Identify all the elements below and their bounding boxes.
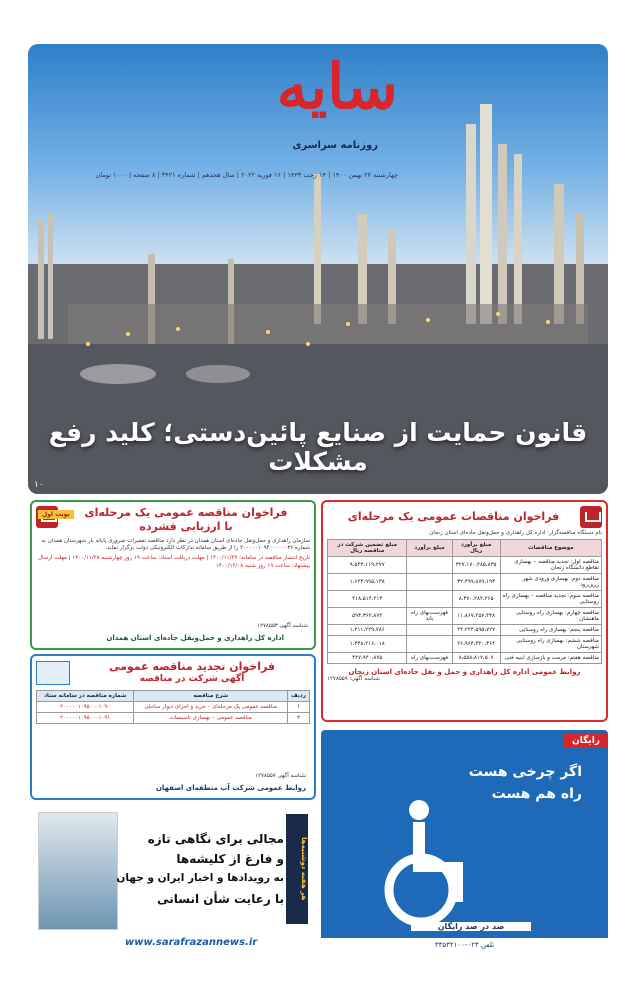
table-header: ردیف	[288, 690, 310, 701]
sarafrazan-line-4: با رعایت شأن انسانی	[157, 892, 284, 906]
sarafrazan-side-banner: هر هفته دوشنبه‌ها	[286, 814, 308, 924]
road-org-logo-icon	[580, 506, 602, 528]
table-cell: ۲۰۰۰۰۰۱۰۹۵۰۰۰۱۰۹۱	[37, 712, 134, 723]
table-cell: ۳۲۷،۱۷۰،۴۸۵،۸۳۵	[452, 557, 500, 574]
newspaper-tagline: روزنامه سراسری	[292, 140, 378, 151]
issue-dateline: چهارشنبه ۲۷ بهمن ۱۴۰۰ | ۱۴ رجب ۱۴۴۳ | ۱۶ فوریه ۲۰۲۲ | سال هجدهم | شماره ۳۴۲۱ | ۸ صفحه | ۱۰۰۰ تومان	[95, 171, 398, 179]
sarafrazan-line-1: مجالی برای نگاهی تازه	[147, 832, 284, 846]
table-cell: ۸،۳۷۰،۲۸۴،۲۶۵	[452, 591, 500, 608]
table-cell: مناقصه پنجم: بهسازی راه روستایی	[500, 625, 601, 636]
table-cell: ۴۲۷،۹۴۰،۸۷۵	[328, 653, 407, 664]
table-cell	[407, 591, 452, 608]
table-header: شرح مناقصه	[134, 690, 288, 701]
zanjan-ad-title: فراخوان مناقصات عمومی یک مرحله‌ای	[347, 509, 560, 523]
table-cell: مناقصه اول: تجدید مناقصه – بهسازی تقاطع دانشگاه زنجان	[500, 557, 601, 574]
table-row	[37, 712, 310, 723]
sarafrazan-website-link[interactable]: www.sarafrazannews.ir	[125, 937, 258, 948]
zanjan-tender-ad[interactable]	[321, 500, 608, 722]
hamedan-ad-body: سازمان راهداری و حمل‌ونقل جاده‌ای استان همدان در نظر دارد مناقصه تعمیرات ضروری پایانه بار شهرستان همدان به شماره ۲۰۰۰۰۰۱۰۹۴۰۰۰۰۰۰۳۶ را از طریق سامانه تدارکات الکترونیکی دولت برگزار نماید.	[41, 537, 310, 552]
table-row	[328, 636, 602, 653]
table-cell	[407, 557, 452, 574]
free-ad-phone: تلفن ۰۲۴-۳۳۵۳۲۱۰۰	[321, 938, 608, 954]
isfahan-tender-table	[36, 690, 310, 724]
table-row	[328, 591, 602, 608]
table-cell: مناقصه عمومی – بهسازی تاسیسات	[134, 712, 288, 723]
table-cell: ۵۹۳،۳۶۲،۸۷۲	[328, 608, 407, 625]
zanjan-tender-table	[327, 539, 602, 664]
hamedan-ad-title-2: با ارزیابی فشرده	[139, 520, 233, 534]
free-ad-promo[interactable]	[321, 730, 608, 952]
wheelchair-icon	[361, 790, 501, 930]
table-cell: ۱۱،۸۶۷،۲۵۷،۴۳۸	[452, 608, 500, 625]
table-cell: فهرست‌بهای راه باند	[407, 608, 452, 625]
isfahan-ad-footer: روابط عمومی شرکت آب منطقه‌ای اصفهان	[155, 784, 306, 792]
table-row	[328, 557, 602, 574]
table-cell: ۱،۲۱۱،۲۲۹،۷۸۶	[328, 625, 407, 636]
first-round-badge: نوبت اول	[38, 510, 74, 519]
hamedan-ad-dates: تاریخ انتشار مناقصه در سامانه: ۱۴۰۰/۱۱/۲۷ | مهلت دریافت اسناد: ساعت ۱۹ روز چهارشنبه ۱۴۰۰/۱۱/۲۸ | مهلت ارسال پیشنهاد: ساعت ۱۹ روز شنبه ۱۴۰۰/۱۲/۰۸	[38, 555, 310, 569]
main-headline[interactable]: قانون حمایت از صنایع پائین‌دستی؛ کلید رفع مشکلات	[48, 418, 588, 476]
table-cell	[407, 574, 452, 591]
table-header: مبلغ تضمین شرکت در مناقصه ریال	[328, 540, 407, 557]
sarafrazan-line-2: و فارغ از کلیشه‌ها	[176, 852, 284, 866]
table-row	[328, 625, 602, 636]
front-page-hero	[28, 44, 608, 494]
table-cell: ۲۴،۲۲۴،۵۹۵،۷۲۷	[452, 625, 500, 636]
sarafrazan-promo[interactable]	[30, 806, 308, 954]
sarafrazan-line-3: به رویدادها و اخبار ایران و جهان	[116, 872, 284, 884]
table-cell	[407, 636, 452, 653]
free-tag: رایگان	[564, 734, 608, 748]
newspaper-logo: سایه	[276, 50, 398, 123]
hamedan-ad-title-1: فراخوان مناقصه عمومی یک مرحله‌ای	[84, 506, 288, 519]
zanjan-ad-footer: روابط عمومی اداره کل راهداری و حمل و نقل جاده‌ای استان زنجان	[348, 668, 581, 677]
table-cell: ۲۰۰۰۰۰۱۰۹۵۰۰۰۱۰۹۰	[37, 701, 134, 712]
table-header: مبلغ برآورد ریال	[452, 540, 500, 557]
table-cell: مناقصه عمومی یک مرحله‌ای – خرید و اجرای دیوار ساحلی	[134, 701, 288, 712]
table-cell: مناقصه ششم: بهسازی راه روستایی شهرستان	[500, 636, 601, 653]
table-row	[328, 653, 602, 664]
table-header: مبلغ برآورد	[407, 540, 452, 557]
table-cell: مناقصه چهارم: بهسازی راه روستایی ماهنشان	[500, 608, 601, 625]
table-cell: ۳۲،۴۹۹،۸۷۹،۱۹۳	[452, 574, 500, 591]
table-cell	[407, 625, 452, 636]
page-number: ۱۰	[34, 480, 44, 490]
table-cell: ۱	[288, 701, 310, 712]
table-cell: ۲۶،۹۶۴،۳۲۰،۳۶۴	[452, 636, 500, 653]
table-header: شماره مناقصه در سامانه ستاد	[37, 690, 134, 701]
zanjan-ad-intro: نام دستگاه مناقصه‌گزار: اداره کل راهداری و حمل‌ونقل جاده‌ای استان زنجان	[429, 530, 602, 536]
table-cell: ۹،۵۴۳،۱۱۹،۲۷۷	[328, 557, 407, 574]
magazine-cover-image	[38, 812, 118, 930]
table-row	[37, 701, 310, 712]
hamedan-tender-ad[interactable]	[30, 500, 316, 650]
free-ad-line-1: اگر چرخی هست	[468, 764, 582, 780]
isfahan-ad-title-2: آگهی شرکت در مناقصه	[139, 674, 245, 685]
table-cell: ۱،۶۲۴،۹۹۵،۱۳۸	[328, 574, 407, 591]
table-cell: مناقصه هفتم: مرمت و بازسازی ابنیه فنی	[500, 653, 601, 664]
free-ad-line-2: راه هم هست	[491, 786, 582, 802]
zanjan-ad-code: شناسه آگهی: ۱۲۷۸۵۵۹	[327, 676, 380, 683]
table-cell: ۴۱۸،۵۱۴،۲۱۳	[328, 591, 407, 608]
isfahan-tender-ad[interactable]	[30, 654, 316, 800]
table-cell: فهرست‌بهای راه	[407, 653, 452, 664]
water-company-logo-icon	[36, 661, 70, 685]
table-cell: ۲	[288, 712, 310, 723]
isfahan-ad-title-1: فراخوان تجدید مناقصه عمومی	[108, 660, 276, 673]
table-cell: ۸،۵۵۸،۸۱۷،۵۰۷	[452, 653, 500, 664]
table-row	[328, 608, 602, 625]
table-cell: مناقصه دوم: بهسازی ورودی شهر زرین‌رود	[500, 574, 601, 591]
hamedan-ad-code: شناسه آگهی ۱۲۷۸۵۵۳	[257, 622, 308, 629]
table-cell: ۱،۳۴۸،۲۱۶،۰۱۸	[328, 636, 407, 653]
table-cell: مناقصه سوم: تجدید مناقصه – بهسازی راه روستایی	[500, 591, 601, 608]
free-ad-banner: صد در صد رایگان	[411, 922, 531, 931]
hamedan-ad-footer: اداره کل راهداری و حمل‌ونقل جاده‌ای استان همدان	[106, 634, 284, 642]
isfahan-ad-code: شناسه آگهی ۱۲۷۸۵۵۷	[255, 772, 306, 779]
table-header: موضوع مناقصات	[500, 540, 601, 557]
table-row	[328, 574, 602, 591]
